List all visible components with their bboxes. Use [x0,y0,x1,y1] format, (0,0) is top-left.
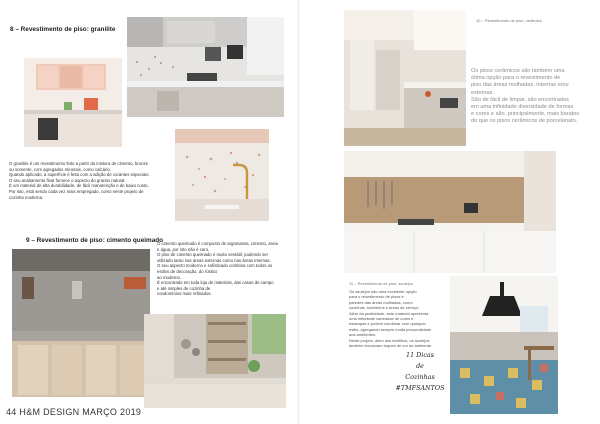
signature-block: 11 Dicas de Cozinhas #TMFSANTOS [395,351,445,392]
section-10-caption: 10 – Revestimento de piso: cerâmico [476,18,542,23]
shelves-pans-photo [144,314,286,408]
section-8-heading: 8 – Revestimento de piso: granilite [10,26,116,33]
page-footer: 44 H&M DESIGN MARÇO 2019 [6,407,142,417]
section-11-body: Os azulejos são uma excelente opção para o revestimento de pisos e paredes das áreas molhadas, como cozinhas, banheiros e áreas de serviço. Além da praticidade, este material apresenta uma infinidade variedade de cores e estampas e podem combinar com qualquer estilo, agregando sempre muita personalidade aos ambientes. Neste projeto, além dos ladrilhos, os azulejos também trouxeram toques de cor ao ambiente. [349,289,433,349]
azulejos-kitchen-photo [450,276,558,414]
granilite-kitchen-photo [127,17,284,117]
right-page [300,0,600,424]
section-8-body: O granilite é um revestimento feito a partir da mistura de cimento, bronze ou somente, com agregados minerais, como calcário. Quando aplicado, a superfície é feita com a adição de corantes especiais. O seu acabamento final fornece o aspecto do granito natural. É um material de alta durabilidade, de fácil manutenção e de baixo custo. Por isto, está sendo cada vez mais empregado, como neste projeto de cozinha moderna. [9,161,150,200]
section-10-body: Os pisos cerâmicos são também uma ótima opção para o revestimento de piso das áreas molhadas, internas e/ou externas. São de fácil de limpar, são encontrados em uma infinidade diversidade de formas e cores e são, principalmente, mais baratos do que os pisos cerâmicos de porcelanato. [471,68,580,125]
section-11-caption: 11 – Revestimento de piso: azulejos [349,281,413,286]
terrazzo-faucet-photo [175,129,269,221]
ceramic-floor-kitchen-photo [344,10,466,146]
pink-kitchen-photo [24,58,122,147]
section-9-heading: 9 – Revestimento de piso: cimento queimado [26,237,164,244]
cement-kitchen-photo [12,249,150,397]
section-9-body: O cimento queimado é composto de argamassa, cimento, areia e água, por isto não é caro. O piso de cimento queimado é muito versátil, podendo ser utilizado tanto nas áreas externas como nas áreas internas. O seu aspecto moderno e sofisticado combina com todos os estilos de decoração, do rústico ao moderno. É encontrado em toda loja de materiais, das casas de campo e até simples de cozinha de condomínios mais refinados. [157,241,278,297]
utensils-kitchen-photo [344,151,556,273]
